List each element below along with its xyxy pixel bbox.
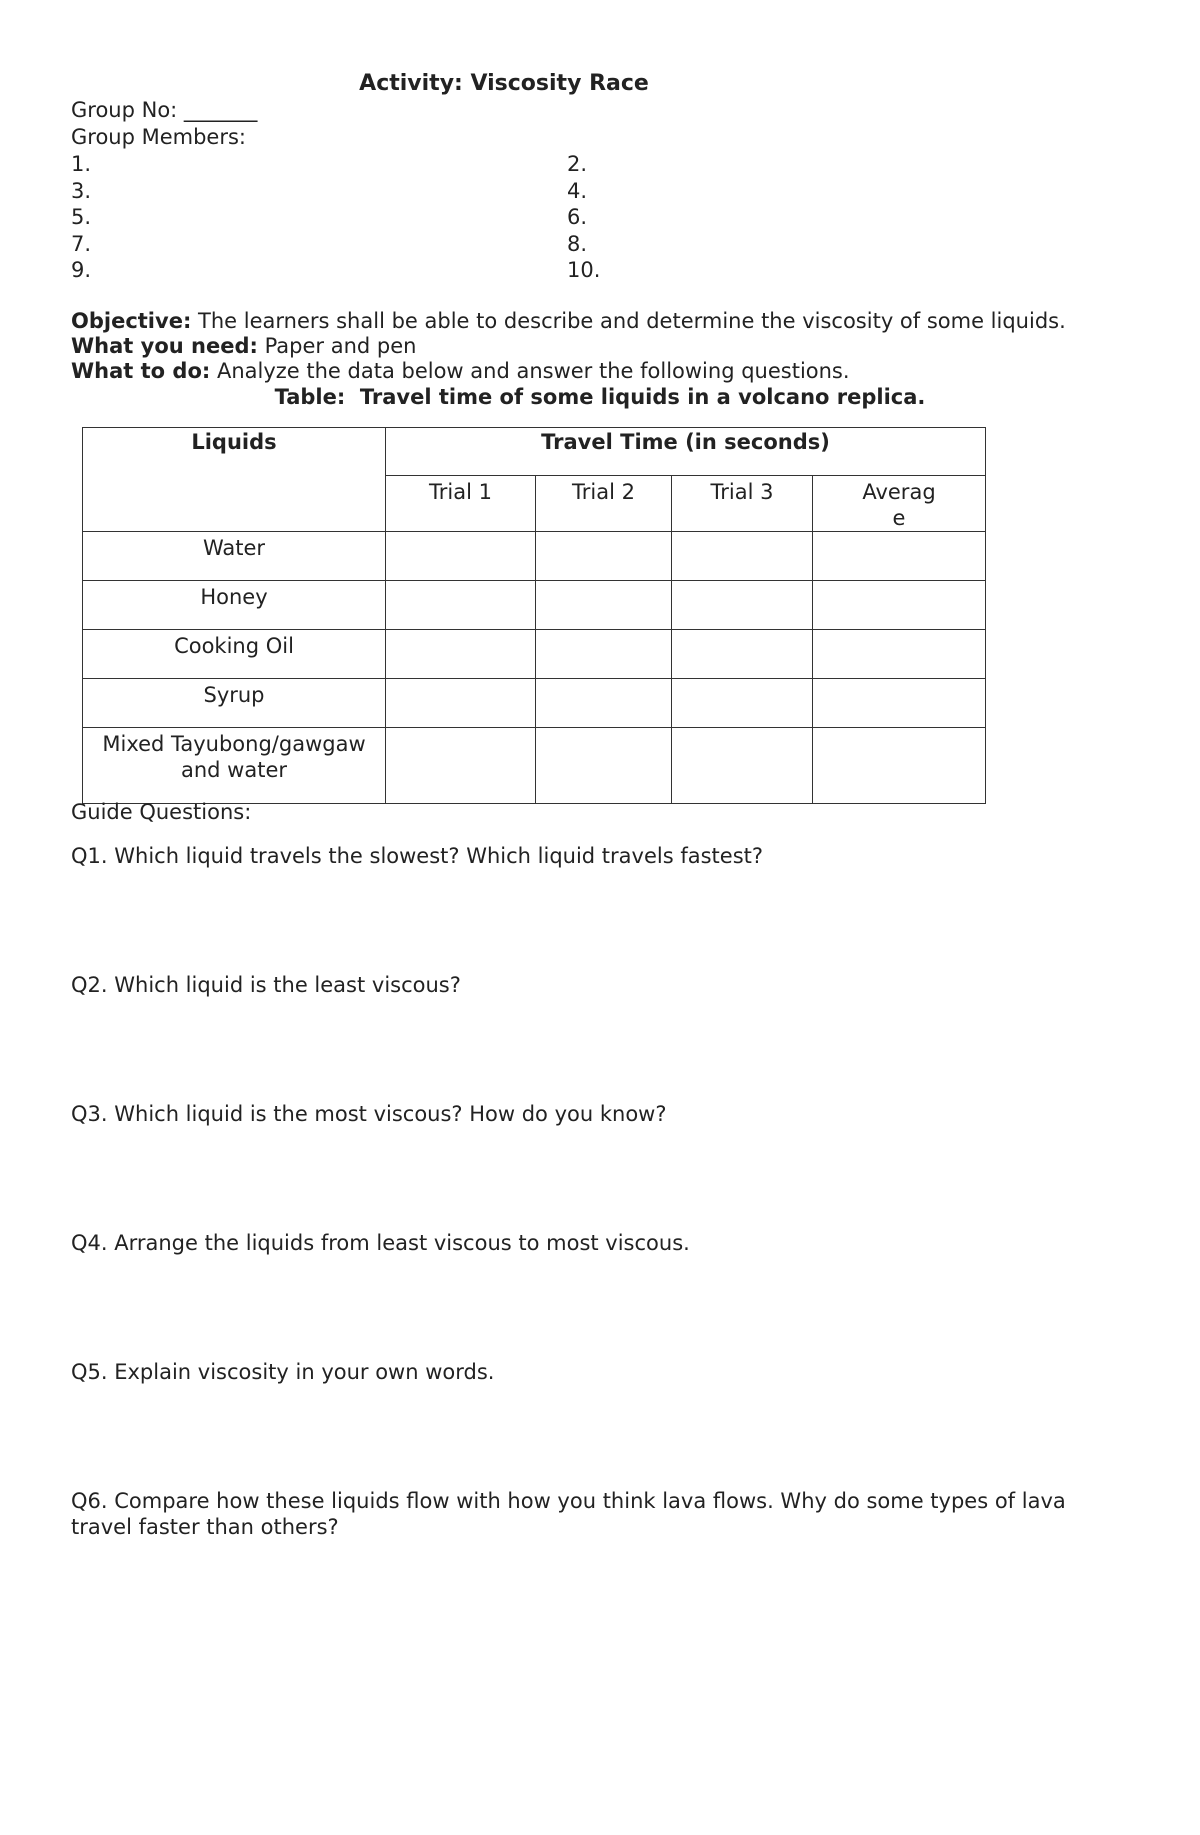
trial-1-cell[interactable] xyxy=(386,728,536,804)
average-cell[interactable] xyxy=(813,728,986,804)
trial-2-cell[interactable] xyxy=(536,728,672,804)
member-number: 4. xyxy=(567,178,588,203)
table-row xyxy=(83,581,986,630)
trial-2-header: Trial 2 xyxy=(536,476,672,532)
average-cell[interactable] xyxy=(813,630,986,679)
question-5: Q5. Explain viscosity in your own words. xyxy=(71,1360,495,1384)
trial-3-cell[interactable] xyxy=(672,630,813,679)
member-number: 2. xyxy=(567,152,588,176)
trial-1-header: Trial 1 xyxy=(386,476,536,532)
member-row xyxy=(71,178,971,205)
objective-line xyxy=(71,308,1066,334)
trial-3-header: Trial 3 xyxy=(672,476,813,532)
average-header: Averag e xyxy=(813,476,986,532)
what-to-do-line xyxy=(71,358,850,384)
liquid-name: Water xyxy=(83,532,386,581)
member-number: 5. xyxy=(71,205,92,229)
travel-time-header: Travel Time (in seconds) xyxy=(386,428,986,476)
activity-title: Activity: Viscosity Race xyxy=(359,71,649,96)
what-you-need-text: Paper and pen xyxy=(257,334,417,358)
member-row xyxy=(71,257,971,284)
member-number: 10. xyxy=(567,258,601,282)
group-members-list xyxy=(71,151,971,284)
liquids-header: Liquids xyxy=(83,428,386,532)
question-1: Q1. Which liquid travels the slowest? Which liquid travels fastest? xyxy=(71,844,764,868)
trial-2-cell[interactable] xyxy=(536,581,672,630)
question-4: Q4. Arrange the liquids from least viscous to most viscous. xyxy=(71,1231,690,1255)
group-members-label: Group Members: xyxy=(71,125,247,149)
member-number: 7. xyxy=(71,231,92,256)
objective-label: Objective: xyxy=(71,309,192,333)
table-row xyxy=(83,728,986,804)
question-6: Q6. Compare how these liquids flow with how you think lava flows. Why do some types of lava travel faster than others? xyxy=(71,1489,1066,1539)
liquid-name: Honey xyxy=(83,581,386,630)
member-number: 6. xyxy=(567,205,588,229)
what-you-need-label: What you need: xyxy=(71,334,258,358)
table-caption: Table: Travel time of some liquids in a volcano replica. xyxy=(274,385,926,409)
average-cell[interactable] xyxy=(813,581,986,630)
trial-1-cell[interactable] xyxy=(386,532,536,581)
guide-questions-label: Guide Questions: xyxy=(71,800,252,824)
member-row xyxy=(71,231,971,258)
objective-text: The learners shall be able to describe and determine the viscosity of some liquids. xyxy=(191,309,1066,333)
group-no-line: Group No: _______ xyxy=(71,98,258,122)
trial-3-cell[interactable] xyxy=(672,532,813,581)
what-you-need-line xyxy=(71,333,416,359)
trial-3-cell[interactable] xyxy=(672,728,813,804)
table-row xyxy=(83,630,986,679)
trial-1-cell[interactable] xyxy=(386,679,536,728)
liquid-name: Syrup xyxy=(83,679,386,728)
question-2: Q2. Which liquid is the least viscous? xyxy=(71,973,461,997)
member-number: 9. xyxy=(71,258,92,282)
what-to-do-text: Analyze the data below and answer the following questions. xyxy=(210,359,850,383)
trial-2-cell[interactable] xyxy=(536,679,672,728)
trial-1-cell[interactable] xyxy=(386,581,536,630)
member-number: 1. xyxy=(71,152,92,176)
liquid-name: Mixed Tayubong/gawgaw and water xyxy=(83,728,386,804)
member-row xyxy=(71,151,971,178)
member-number: 8. xyxy=(567,231,588,256)
table-header-row xyxy=(83,428,986,476)
question-3: Q3. Which liquid is the most viscous? How do you know? xyxy=(71,1102,667,1126)
average-cell[interactable] xyxy=(813,679,986,728)
trial-1-cell[interactable] xyxy=(386,630,536,679)
trial-3-cell[interactable] xyxy=(672,581,813,630)
member-number: 3. xyxy=(71,178,92,203)
member-row xyxy=(71,204,971,231)
trial-2-cell[interactable] xyxy=(536,630,672,679)
table-row xyxy=(83,532,986,581)
table-row xyxy=(83,679,986,728)
average-cell[interactable] xyxy=(813,532,986,581)
liquid-name: Cooking Oil xyxy=(83,630,386,679)
trial-2-cell[interactable] xyxy=(536,532,672,581)
trial-3-cell[interactable] xyxy=(672,679,813,728)
what-to-do-label: What to do: xyxy=(71,359,211,383)
travel-time-table xyxy=(82,427,986,804)
